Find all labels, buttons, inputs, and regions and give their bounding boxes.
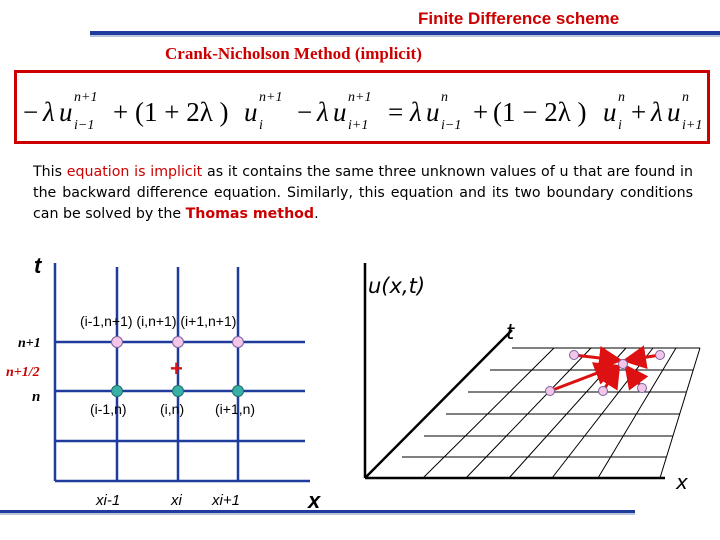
node-i-1-n xyxy=(112,386,123,397)
eq-sup: n xyxy=(618,90,625,105)
surface-line xyxy=(466,348,591,478)
node-i-n xyxy=(173,386,184,397)
surface-u-label: u(x,t) xyxy=(368,274,426,298)
eq-u: u xyxy=(244,97,258,127)
thomas-method-term: Thomas method xyxy=(185,206,315,222)
formula-box xyxy=(14,70,710,144)
eq-sub: i+1 xyxy=(682,118,703,133)
node-i-n1 xyxy=(173,337,184,348)
header-rule-shadow xyxy=(90,35,720,37)
node-i-1-n1 xyxy=(112,337,123,348)
crank-nicholson-equation xyxy=(17,73,707,141)
eq-coef: (1 + 2λ ) xyxy=(135,97,229,127)
node-i1-n xyxy=(233,386,244,397)
surface-node xyxy=(619,360,628,369)
eq-minus: − xyxy=(297,97,313,127)
surface-node xyxy=(546,387,555,396)
col-label-xi1: xi+1 xyxy=(212,492,240,509)
eq-sup: n+1 xyxy=(259,90,283,105)
eq-minus: − xyxy=(23,97,39,127)
bottom-label-right: (i+1,n) xyxy=(215,401,256,417)
para-text: This xyxy=(33,164,67,180)
eq-sup: n+1 xyxy=(348,90,372,105)
surface-x-label: x xyxy=(676,470,688,494)
eq-lambda: λ xyxy=(317,97,329,127)
explanation-paragraph xyxy=(33,162,693,225)
t-axis-label: t xyxy=(34,253,42,278)
eq-sup: n xyxy=(682,90,689,105)
bottom-label-left: (i-1,n) xyxy=(90,401,127,417)
para-highlight: equation is implicit xyxy=(66,164,203,180)
eq-sub: i xyxy=(618,118,622,133)
eq-lambda: λ xyxy=(43,97,55,127)
eq-u: u xyxy=(667,97,681,127)
stencil-x-label: x xyxy=(308,488,321,510)
eq-lambda: λ xyxy=(651,97,663,127)
col-label-xi: xi xyxy=(171,492,182,509)
footer-rule-shadow xyxy=(0,513,635,515)
surface-node xyxy=(656,351,665,360)
col-label-xi-1: xi-1 xyxy=(96,492,121,509)
surface-t-axis xyxy=(365,330,512,478)
eq-plus: + xyxy=(113,97,129,127)
eq-u: u xyxy=(426,97,440,127)
surface-line xyxy=(423,348,554,478)
eq-lambda: λ xyxy=(410,97,422,127)
eq-sup: n+1 xyxy=(74,90,98,105)
eq-plus: + xyxy=(473,97,489,127)
eq-equals: = xyxy=(388,97,404,127)
surface-node xyxy=(570,351,579,360)
row-label-n: n xyxy=(32,389,41,405)
eq-sub: i xyxy=(259,118,263,133)
row-label-half: n+1/2 xyxy=(6,365,40,380)
bottom-label-mid: (i,n) xyxy=(160,401,185,417)
para-text: . xyxy=(314,206,319,222)
eq-plus: + xyxy=(631,97,647,127)
method-subtitle: Crank-Nicholson Method (implicit) xyxy=(165,44,422,63)
eq-u: u xyxy=(59,97,73,127)
stencil-and-surface-diagram xyxy=(0,245,720,510)
eq-u: u xyxy=(333,97,347,127)
eq-sub: i−1 xyxy=(441,118,462,133)
surface-t-label: t xyxy=(506,320,515,344)
row-label-n1: n+1 xyxy=(18,336,41,351)
eq-u: u xyxy=(603,97,617,127)
para-text: as it contains the same three unknown values of u that are found in the backward difference equation. Similarly, this equation and its two boundary conditions can be solved by the xyxy=(33,164,693,222)
surface-edge xyxy=(660,348,700,478)
surface-node xyxy=(638,384,647,393)
eq-sup: n xyxy=(441,90,448,105)
top-node-labels: (i-1,n+1) (i,n+1) (i+1,n+1) xyxy=(80,313,237,329)
slide-title: Finite Difference scheme xyxy=(418,9,620,28)
eq-sub: i+1 xyxy=(348,118,369,133)
surface-node xyxy=(599,387,608,396)
node-i1-n1 xyxy=(233,337,244,348)
eq-sub: i−1 xyxy=(74,118,95,133)
center-plus-mark: + xyxy=(170,356,183,381)
eq-coef: (1 − 2λ ) xyxy=(493,97,587,127)
